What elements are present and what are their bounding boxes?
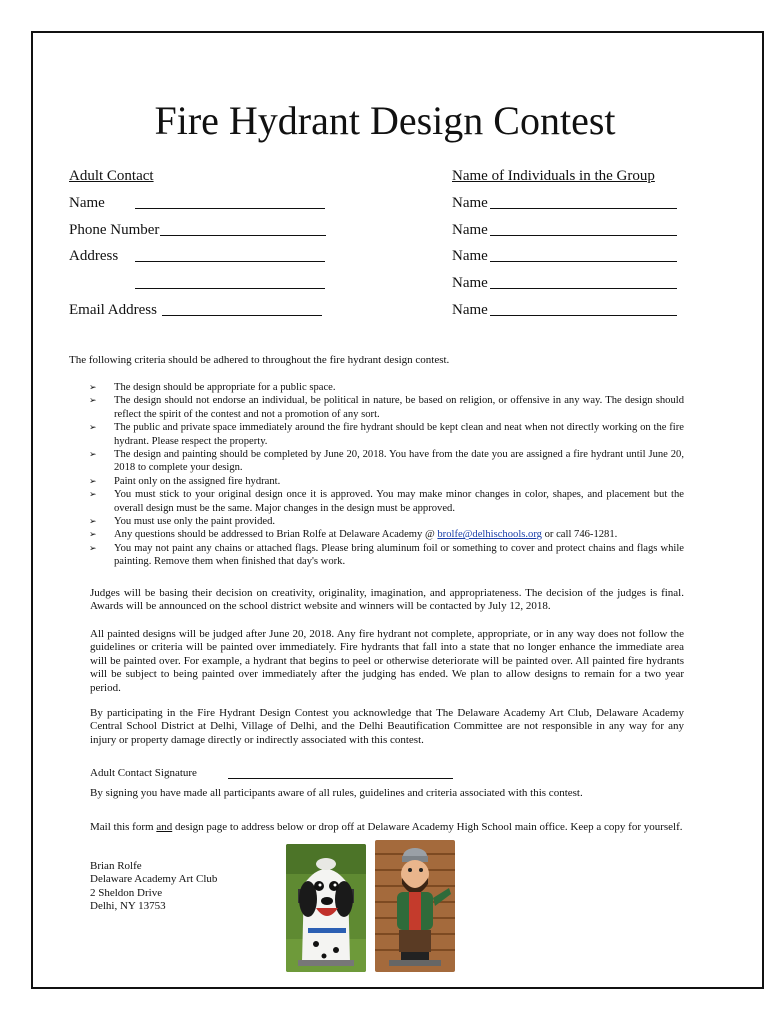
arrow-bullet-icon: ➢ — [89, 516, 97, 527]
phone-field[interactable] — [160, 235, 326, 236]
lumberjack-hydrant-photo — [375, 840, 455, 972]
contact-email-link[interactable]: brolfe@delhischools.org — [437, 529, 542, 541]
judging-paragraph: Judges will be basing their decision on creativity, originality, imagination, and appropriateness. The decision of the judges is final. Awards will be announced on the school district website and winners will be contacted by July 12, 2018. — [90, 587, 684, 613]
list-item: ➢ Paint only on the assigned fire hydrant. — [89, 475, 281, 487]
arrow-bullet-icon: ➢ — [89, 422, 97, 433]
list-item: ➢ The design and painting should be completed by June 20, 2018. You have from the date you are assigned a fire hydrant until June 20, 2018 to complete your design. — [89, 449, 684, 474]
arrow-bullet-icon: ➢ — [89, 395, 97, 406]
group-name-label: Name — [452, 302, 488, 318]
group-name-label: Name — [452, 195, 488, 211]
group-name-field[interactable] — [490, 235, 677, 236]
list-item: ➢ The design should not endorse an individual, be political in nature, be based on religion, or offensive in any way. The design should reflect the spirit of the contest and not a promotion of any sort. — [89, 395, 684, 420]
arrow-bullet-icon: ➢ — [89, 382, 97, 392]
group-name-field[interactable] — [490, 315, 677, 316]
group-name-field[interactable] — [490, 261, 677, 262]
criteria-intro: The following criteria should be adhered to throughout the fire hydrant design contest. — [69, 354, 450, 366]
arrow-bullet-icon: ➢ — [89, 475, 97, 486]
signature-field[interactable] — [228, 778, 453, 779]
email-field[interactable] — [162, 315, 322, 316]
email-label: Email Address — [69, 302, 157, 318]
address-field-line-1[interactable] — [135, 261, 325, 262]
arrow-bullet-icon: ➢ — [89, 449, 97, 460]
list-item: ➢ You may not paint any chains or attached flags. Please bring aluminum foil or something to cover and protect chains and flags while painting. Remove them when finished that day's work. — [89, 542, 684, 568]
list-item: ➢ You must use only the paint provided. — [89, 516, 276, 528]
lumberjack-hydrant-image — [375, 840, 455, 972]
group-name-label: Name — [452, 248, 488, 264]
name-label: Name — [69, 195, 105, 211]
arrow-bullet-icon: ➢ — [89, 489, 97, 500]
painting-rules-paragraph: All painted designs will be judged after June 20, 2018. Any fire hydrant not complete, appropriate, or in any way does not follow the guidelines or criteria will be painted over immediately. Fire hydrants that fall into a state that no longer enhance the immediate area will be painted over. For example, a hydrant that begins to peel or otherwise deteriorate will be painted over. All painted fire hydrants will be subject to being painted over immediately after the judging has ended. We plan to allow designs to remain for a two year period. — [90, 628, 684, 694]
adult-contact-heading: Adult Contact — [69, 168, 154, 184]
group-name-field[interactable] — [490, 208, 677, 209]
dalmatian-hydrant-image — [286, 844, 366, 972]
address-label: Address — [69, 248, 119, 264]
signature-label: Adult Contact Signature — [90, 767, 197, 779]
arrow-bullet-icon: ➢ — [89, 542, 97, 553]
list-item: ➢ The public and private space immediately around the fire hydrant should be kept clean and neat when not directly working on the fire hydrant. Please respect the property. — [89, 422, 684, 447]
list-item: ➢ Any questions should be addressed to Brian Rolfe at Delaware Academy @ brolfe@delhischools.org or call 746-1281. — [89, 529, 618, 541]
group-heading: Name of Individuals in the Group — [452, 168, 655, 184]
mailing-address: Brian Rolfe Delaware Academy Art Club 2 Sheldon Drive Delhi, NY 13753 — [90, 860, 218, 913]
dalmatian-hydrant-photo — [286, 844, 366, 972]
address-field-line-2[interactable] — [135, 288, 325, 289]
list-item: ➢ The design should be appropriate for a public space. — [89, 382, 336, 393]
name-field[interactable] — [135, 208, 325, 209]
mail-instructions: Mail this form and design page to address below or drop off at Delaware Academy High School main office. Keep a copy for yourself. — [90, 821, 683, 833]
liability-paragraph: By participating in the Fire Hydrant Design Contest you acknowledge that The Delaware Academy Art Club, Delaware Academy Central School District at Delhi, Village of Delhi, and the Delhi Beautification Committee are not responsible in any way for any injury or property damage directly or indirectly associated with this contest. — [90, 707, 684, 746]
phone-label: Phone Number — [69, 222, 160, 238]
group-name-label: Name — [452, 275, 488, 291]
group-name-label: Name — [452, 222, 488, 238]
list-item: ➢ You must stick to your original design once it is approved. You may make minor changes in color, shapes, and placement but the overall design must be the same. Major changes in the design must be approved. — [89, 489, 684, 514]
criteria-list — [89, 381, 684, 569]
group-name-field[interactable] — [490, 288, 677, 289]
arrow-bullet-icon: ➢ — [89, 529, 97, 540]
page-title: Fire Hydrant Design Contest — [154, 98, 616, 143]
signing-note: By signing you have made all participants aware of all rules, guidelines and criteria associated with this contest. — [90, 787, 583, 799]
